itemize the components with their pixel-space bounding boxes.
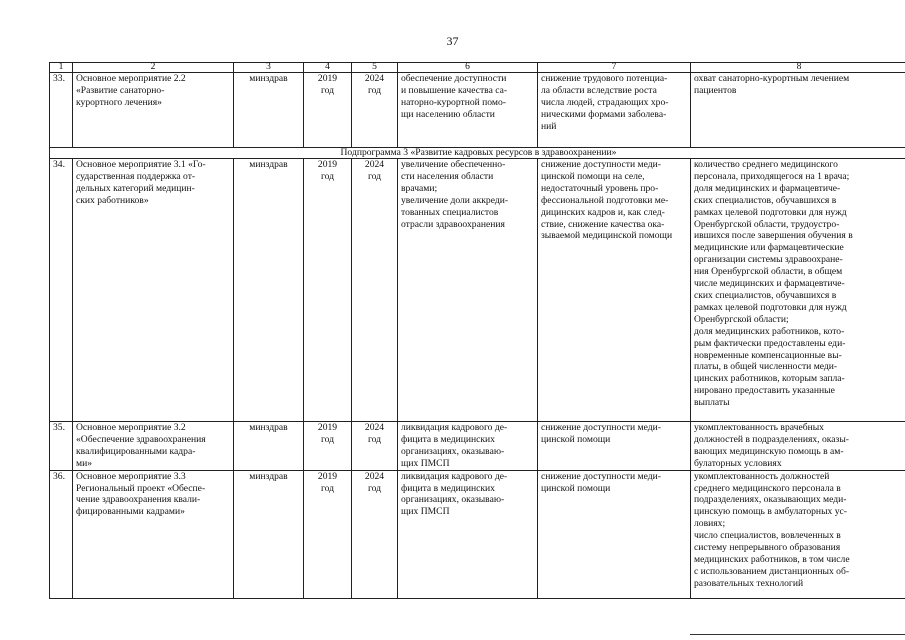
row-number: 33.	[50, 73, 73, 148]
subprogram-heading-row	[50, 148, 905, 159]
measure-name: Основное мероприятие 3.1 «Го- сударственная поддержка от- дельных категорий медицин- ских работников»	[73, 159, 234, 422]
column-numbers-row	[50, 63, 905, 73]
expected-result: обеспечение доступности и повышение качества са- наторно-курортной помо- щи населению области	[398, 73, 538, 148]
start-year: 2019 год	[304, 159, 352, 422]
column-number: 2	[73, 63, 234, 73]
table-row	[50, 73, 905, 148]
row-number: 34.	[50, 159, 73, 422]
start-year: 2019 год	[304, 422, 352, 471]
row-number: 36.	[50, 470, 73, 598]
end-year: 2024 год	[352, 422, 398, 471]
related-indicators: количество среднего медицинского персонала, приходящегося на 1 врача; доля медицинских и фармацевтиче- ских специалистов, обучавшихся в рамках целевой подготовки для нужд Оренбургской области, трудоустро- ившихся после завершения обучения в медицинские или фармацевтические организации системы здравоохране- ния Оренбургской области, в общем числе медицинских и фармацевтиче- ских специалистов, обучавшихся в рамках целевой подготовки для нужд Оренбургской области; доля медицинских работников, кото- рым фактически предоставлены еди- новременные компенсационные вы- платы, в общей численности меди- цинских работников, которым запла- нировано предоставить указанные выплаты	[691, 159, 905, 422]
end-year: 2024 год	[352, 159, 398, 422]
subprogram-heading: Подпрограмма 3 «Развитие кадровых ресурсов в здравоохранении»	[50, 148, 905, 159]
related-indicators: укомплектованность должностей среднего медицинского персонала в подразделениях, оказывающих меди- цинскую помощь в амбулаторных ус- ловиях; число специалистов, вовлеченных в систему непрерывного образования медицинских работников, в том числе с использованием дистанционных об- разовательных технологий	[691, 470, 905, 598]
measure-name: Основное мероприятие 2.2 «Развитие санаторно- курортного лечения»	[73, 73, 234, 148]
start-year: 2019 год	[304, 73, 352, 148]
page-number: 37	[446, 34, 459, 48]
expected-result: ликвидация кадрового де- фицита в медицинских организациях, оказываю- щих ПМСП	[398, 422, 538, 471]
related-indicators: охват санаторно-курортным лечением пациентов	[691, 73, 905, 148]
executor: минздрав	[234, 422, 304, 471]
column-number: 7	[538, 63, 691, 73]
executor: минздрав	[234, 470, 304, 598]
measure-name: Основное мероприятие 3.2 «Обеспечение здравоохранения квалифицированными кадра- ми»	[73, 422, 234, 471]
table-row	[50, 159, 905, 422]
executor: минздрав	[234, 73, 304, 148]
end-year: 2024 год	[352, 470, 398, 598]
activities-table	[49, 62, 905, 599]
column-number: 6	[398, 63, 538, 73]
executor: минздрав	[234, 159, 304, 422]
consequences: снижение доступности меди- цинской помощи	[538, 422, 691, 471]
column-number: 8	[691, 63, 905, 73]
column-number: 3	[234, 63, 304, 73]
consequences: снижение трудового потенциа- ла области вследствие роста числа людей, страдающих хро- ническими формами заболева- ний	[538, 73, 691, 148]
table-row	[50, 470, 905, 598]
column-number: 1	[50, 63, 73, 73]
column-number: 5	[352, 63, 398, 73]
related-indicators: укомплектованность врачебных должностей в подразделениях, оказы- вающих медицинскую помощь в ам- булаторных условиях	[691, 422, 905, 471]
start-year: 2019 год	[304, 470, 352, 598]
end-year: 2024 год	[352, 73, 398, 148]
consequences: снижение доступности меди- цинской помощи на селе, недостаточный уровень про- фессиональной подготовки ме- дицинских кадров и, как след- ствие, снижение качества ока- зываемой медицинской помощи	[538, 159, 691, 422]
measure-name: Основное мероприятие 3.3 Региональный проект «Обеспе- чение здравоохранения квали- фицированными кадрами»	[73, 470, 234, 598]
expected-result: ликвидация кадрового де- фицита в медицинских организациях, оказываю- щих ПМСП	[398, 470, 538, 598]
row-number: 35.	[50, 422, 73, 471]
footer-divider	[690, 634, 905, 635]
column-number: 4	[304, 63, 352, 73]
expected-result: увеличение обеспеченно- сти населения области врачами; увеличение доли аккреди- тованных специалистов отрасли здравоохранения	[398, 159, 538, 422]
consequences: снижение доступности меди- цинской помощи	[538, 470, 691, 598]
table-row	[50, 422, 905, 471]
